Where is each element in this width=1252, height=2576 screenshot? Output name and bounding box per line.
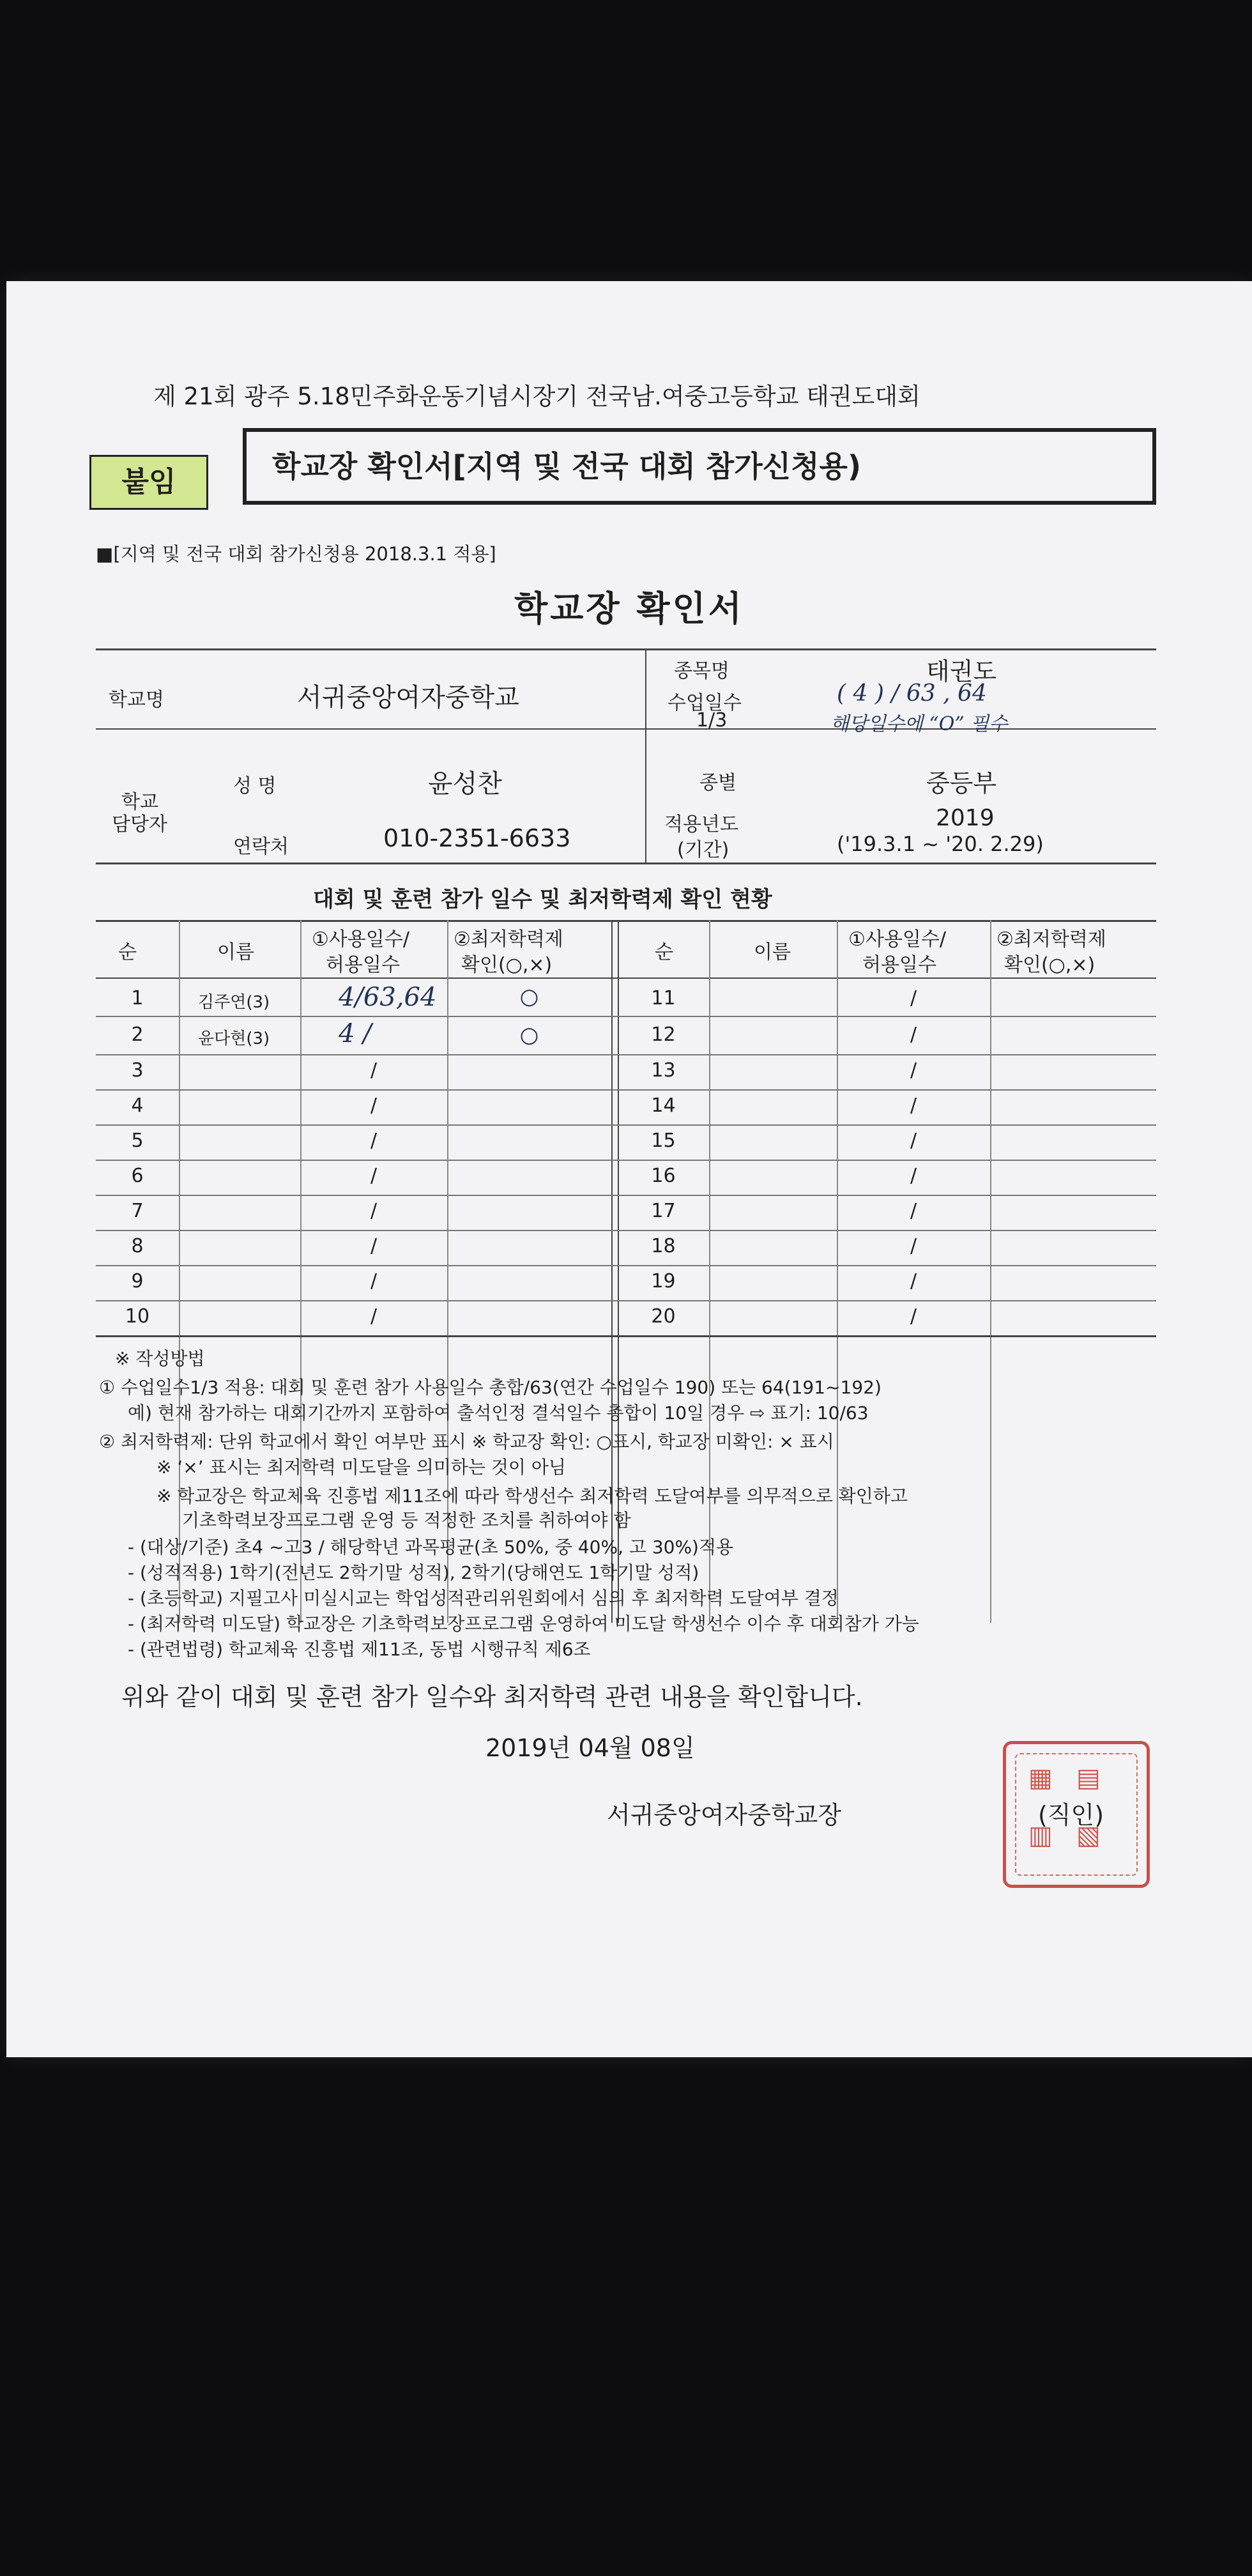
row-days: / (370, 1059, 378, 1082)
row-no-right: 17 (651, 1200, 676, 1222)
col-header-days-right-2: 허용일수 (862, 954, 936, 976)
row-line (96, 1230, 1156, 1231)
col-header-days-right: ①사용일수/ (848, 928, 946, 951)
row-days-right: / (910, 1023, 917, 1046)
row-no: 4 (131, 1094, 144, 1117)
row-no: 10 (125, 1305, 150, 1328)
days-note: 해당일수에 “O” 필수 (830, 713, 1008, 735)
issue-date: 2019년 04월 08일 (485, 1734, 695, 1762)
row-days: 4 / (339, 1019, 372, 1048)
division-label: 종별 (699, 772, 737, 794)
instruction-line: 기초학력보장프로그램 운영 등 적정한 조치를 취하여야 함 (182, 1510, 631, 1531)
row-days: 4/63,64 (339, 983, 437, 1012)
school-value: 서귀중앙여자중학교 (297, 683, 519, 712)
row-no: 1 (131, 987, 144, 1009)
instruction-line: - (대상/기준) 초4 ~고3 / 해당학년 과목평균(초 50%, 중 40%, 고 30%)적용 (128, 1537, 734, 1558)
row-no-right: 15 (651, 1130, 676, 1152)
row-no-right: 20 (651, 1305, 676, 1328)
days-value: ( 4 ) / 63 , 64 (837, 680, 987, 707)
instruction-line: ② 최저학력제: 단위 학교에서 확인 여부만 표시 ※ 학교장 확인: ○표시, 학교장 미확인: × 표시 (99, 1431, 834, 1452)
contact-value: 010-2351-6633 (383, 824, 571, 852)
manager-label-2: 담당자 (112, 813, 167, 836)
row-line (96, 1089, 1156, 1091)
col-header-name: 이름 (217, 941, 254, 963)
row-no-right: 18 (651, 1235, 676, 1257)
row-no: 2 (131, 1023, 144, 1046)
instruction-line: ※ ‘×’ 표시는 최저학력 미도달을 의미하는 것이 아님 (156, 1457, 566, 1478)
table-title: 대회 및 훈련 참가 일수 및 최저학력제 확인 현황 (313, 887, 772, 912)
row-name: 윤다현(3) (198, 1029, 270, 1048)
document-title: 학교장 확인서 (514, 588, 744, 629)
seal-glyph-icon: ▤ (1076, 1763, 1101, 1793)
instruction-line: - (초등학교) 지필고사 미실시교는 학업성적관리위원회에서 심의 후 최저학력 도달여부 결정 (128, 1588, 839, 1609)
col-header-days-2: 허용일수 (326, 954, 400, 976)
row-days-right: / (910, 1130, 917, 1152)
row-no: 3 (131, 1059, 144, 1082)
principal-name: 서귀중앙여자중학교장 (607, 1801, 842, 1829)
name-label: 성 명 (233, 775, 277, 797)
seal-glyph-icon: ▥ (1028, 1821, 1053, 1850)
col-header-no-right: 순 (655, 941, 673, 963)
col-header-name-right: 이름 (754, 941, 791, 963)
row-line (96, 1195, 1156, 1196)
year-label-2: (기간) (677, 839, 729, 861)
row-days-right: / (910, 1165, 917, 1187)
col-line (179, 920, 180, 1623)
row-line (96, 1016, 1156, 1017)
name-value: 윤성찬 (428, 769, 502, 799)
row-days: / (370, 1270, 378, 1292)
row-no-right: 12 (651, 1023, 676, 1046)
days-label-ratio: 1/3 (696, 709, 728, 732)
row-no: 9 (131, 1270, 144, 1292)
seal-label: (직인) (1038, 1801, 1104, 1829)
instruction-line: - (최저학력 미도달) 학교장은 기초학력보장프로그램 운영하여 미도달 학생선수 이수 후 대회참가 가능 (128, 1613, 919, 1634)
row-check: ○ (519, 984, 539, 1009)
event-label: 종목명 (674, 660, 729, 682)
row-no-right: 16 (651, 1165, 676, 1187)
col-header-check-right-2: 확인(○,×) (1004, 954, 1096, 976)
official-seal-icon (1003, 1741, 1150, 1888)
info-col-divider (645, 648, 646, 862)
event-title: 제 21회 광주 5.18민주화운동기념시장기 전국남.여중고등학교 태권도대회 (153, 383, 920, 410)
row-days: / (370, 1235, 378, 1257)
seal-glyph-icon: ▦ (1028, 1763, 1053, 1793)
row-days-right: / (910, 987, 917, 1009)
document-page (6, 281, 1252, 2057)
row-line (96, 1300, 1156, 1301)
row-days-right: / (910, 1305, 917, 1328)
row-line (96, 1054, 1156, 1055)
row-days-right: / (910, 1059, 917, 1082)
days-label: 수업일수 (668, 692, 742, 714)
row-days: / (370, 1094, 378, 1117)
row-days: / (370, 1165, 378, 1187)
row-days: / (370, 1305, 378, 1328)
table-top-rule (96, 920, 1156, 922)
row-days-right: / (910, 1235, 917, 1257)
row-no-right: 14 (651, 1094, 676, 1117)
school-label: 학교명 (109, 689, 164, 711)
col-line (709, 920, 710, 1623)
row-no-right: 13 (651, 1059, 676, 1082)
seal-glyph-icon: ▧ (1076, 1821, 1101, 1850)
row-no: 6 (131, 1165, 144, 1187)
contact-label: 연락처 (233, 836, 289, 858)
row-days-right: / (910, 1270, 917, 1292)
table-bottom-rule (96, 1335, 1156, 1337)
year-label: 적용년도 (664, 813, 738, 836)
row-days: / (370, 1130, 378, 1152)
instruction-line: ① 수업일수1/3 적용: 대회 및 훈련 참가 사용일수 총합/63(연간 수업일수 190) 또는 64(191~192) (99, 1377, 882, 1398)
row-check: ○ (519, 1022, 539, 1048)
period-value: ('19.3.1 ~ '20. 2.29) (837, 832, 1044, 856)
row-line (96, 1124, 1156, 1126)
row-no-right: 19 (651, 1270, 676, 1292)
row-no: 8 (131, 1235, 144, 1257)
instructions-heading: ※ 작성방법 (115, 1348, 205, 1369)
instruction-line: 예) 현재 참가하는 대회기간까지 포함하여 출석인정 결석일수 총합이 10일 경우 ⇨ 표기: 10/63 (128, 1402, 869, 1423)
confirmation-statement: 위와 같이 대회 및 훈련 참가 일수와 최저학력 관련 내용을 확인합니다. (121, 1683, 863, 1711)
form-heading-box: 학교장 확인서[지역 및 전국 대회 참가신청용) (243, 428, 1156, 505)
instruction-line: ※ 학교장은 학교체육 진흥법 제11조에 따라 학생선수 최저학력 도달여부를 의무적으로 확인하고 (156, 1485, 908, 1506)
form-version-note: ■[지역 및 전국 대회 참가신청용 2018.3.1 적용] (96, 543, 496, 565)
col-header-check-right: ②최저학력제 (996, 928, 1106, 951)
col-header-days: ①사용일수/ (312, 928, 409, 951)
row-line (96, 1265, 1156, 1266)
info-bottom-rule (96, 862, 1156, 864)
col-header-check: ②최저학력제 (454, 928, 563, 951)
attachment-badge: 붙임 (89, 455, 208, 510)
instruction-line: - (관련법령) 학교체육 진흥법 제11조, 동법 시행규칙 제6조 (128, 1639, 591, 1660)
row-no: 7 (131, 1200, 144, 1222)
manager-label: 학교 (121, 791, 158, 813)
row-line (96, 1160, 1156, 1161)
instruction-line: - (성적적용) 1학기(전년도 2학기말 성적), 2학기(당해연도 1학기말 성적) (128, 1562, 699, 1583)
info-top-rule (96, 648, 1156, 650)
row-no-right: 11 (651, 987, 676, 1009)
division-value: 중등부 (926, 769, 997, 797)
row-days-right: / (910, 1094, 917, 1117)
row-days-right: / (910, 1200, 917, 1222)
table-header-rule (96, 977, 1156, 979)
col-line (990, 920, 991, 1623)
row-name: 김주연(3) (198, 993, 270, 1012)
col-header-check-2: 확인(○,×) (461, 954, 553, 976)
year-value: 2019 (936, 805, 995, 831)
event-value: 태권도 (926, 657, 997, 686)
row-days: / (370, 1200, 378, 1222)
col-header-no: 순 (118, 941, 137, 963)
row-no: 5 (131, 1130, 144, 1152)
